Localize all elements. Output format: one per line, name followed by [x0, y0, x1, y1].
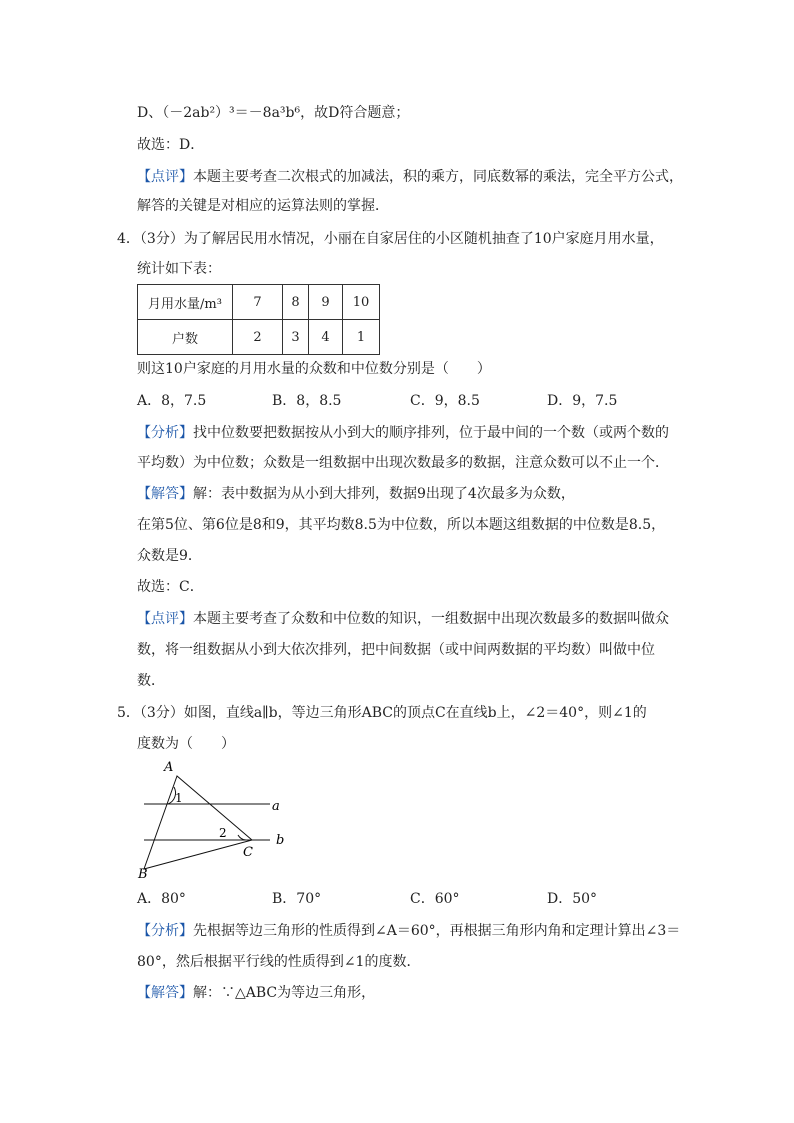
analysis-text: 找中位数要把数据按从小到大的顺序排列，位于最中间的一个数（或两个数的: [193, 425, 669, 441]
water-usage-table: [137, 284, 380, 355]
table-row: [138, 285, 380, 320]
table-cell: 10: [343, 285, 380, 320]
answer-text: 解：表中数据为从小到大排列，数据9出现了4次最多为众数，: [193, 486, 575, 502]
q4-stem: 4．（3分）为了解居民用水情况，小丽在自家居住的小区随机抽查了10户家庭月用水量，: [117, 231, 664, 247]
q4-review: [137, 609, 669, 629]
label-angle-2: 2: [219, 826, 227, 840]
q4-options: [137, 391, 677, 411]
answer-tag: 【解答】: [137, 985, 193, 1001]
q5-stem: 5．（3分）如图，直线a∥b，等边三角形ABC的顶点C在直线b上，∠2＝40°，则∠1的: [117, 705, 647, 721]
table-cell: 3: [283, 320, 309, 355]
q4-review-line2: 数，将一组数据从小到大依次排列，把中间数据（或中间两数据的平均数）叫做中位: [137, 642, 655, 658]
table-cell: 8: [283, 285, 309, 320]
review-tag: 【点评】: [137, 169, 193, 185]
prev-review: [137, 167, 683, 187]
table-cell: 7: [233, 285, 283, 320]
q4-answer: [137, 484, 575, 504]
prev-review-line2: 解答的关键是对相应的运算法则的掌握．: [137, 198, 389, 214]
table-cell: 4: [309, 320, 343, 355]
review-text: 本题主要考查了众数和中位数的知识，一组数据中出现次数最多的数据叫做众: [193, 611, 669, 627]
option-d: D．9，7.5: [547, 393, 618, 409]
option-a: A．8，7.5: [137, 393, 207, 409]
label-c-vertex: C: [243, 845, 253, 860]
review-text: 本题主要考查二次根式的加减法，积的乘方，同底数幂的乘法，完全平方公式，: [193, 169, 683, 185]
q4-answer-line2: 在第5位、第6位是8和9，其平均数8.5为中位数，所以本题这组数据的中位数是8.5，: [137, 517, 666, 533]
table-row: [138, 320, 380, 355]
q4-answer-line3: 众数是9．: [137, 548, 202, 564]
table-cell: 1: [343, 320, 380, 355]
q5-answer: [137, 983, 375, 1003]
triangle-abc: [144, 776, 252, 869]
label-line-b: b: [276, 833, 285, 848]
analysis-tag: 【分析】: [137, 923, 193, 939]
option-b: B．70°: [272, 891, 322, 907]
label-line-a: a: [272, 799, 280, 814]
q4-stem-line2: 统计如下表：: [137, 261, 221, 277]
q4-review-line3: 数．: [137, 673, 165, 689]
geometry-figure: [130, 756, 300, 881]
label-a-vertex: A: [164, 760, 174, 775]
option-c: C．9，8.5: [410, 393, 480, 409]
table-header-cell: 月用水量/m³: [138, 285, 233, 320]
q4-analysis-line2: 平均数）为中位数；众数是一组数据中出现次数最多的数据，注意众数可以不止一个．: [137, 455, 669, 471]
analysis-text: 先根据等边三角形的性质得到∠A＝60°，再根据三角形内角和定理计算出∠3＝: [193, 923, 681, 939]
q4-question: 则这10户家庭的月用水量的众数和中位数分别是（ ）: [137, 361, 491, 377]
option-d: D．50°: [547, 891, 598, 907]
table-cell: 2: [233, 320, 283, 355]
label-b-vertex: B: [138, 867, 148, 881]
answer-text: 解：∵△ABC为等边三角形，: [193, 985, 376, 1001]
review-tag: 【点评】: [137, 611, 193, 627]
table-cell: 9: [309, 285, 343, 320]
q5-stem-line2: 度数为（ ）: [137, 736, 235, 752]
angle-2-arc: [238, 835, 246, 840]
option-c: C．60°: [410, 891, 460, 907]
q5-analysis-line2: 80°，然后根据平行线的性质得到∠1的度数．: [137, 954, 421, 970]
option-b: B．8，8.5: [272, 393, 342, 409]
prev-d-line: D、（－2ab²）³＝－8a³b⁶，故D符合题意；: [137, 105, 410, 121]
analysis-tag: 【分析】: [137, 425, 193, 441]
prev-choice: 故选：D．: [137, 137, 205, 153]
label-angle-1: 1: [175, 791, 183, 805]
q4-choice: 故选：C．: [137, 579, 204, 595]
q4-analysis: [137, 423, 669, 443]
q5-analysis: [137, 921, 680, 941]
table-header-cell: 户数: [138, 320, 233, 355]
q5-options: [137, 889, 677, 909]
answer-tag: 【解答】: [137, 486, 193, 502]
option-a: A．80°: [137, 891, 186, 907]
